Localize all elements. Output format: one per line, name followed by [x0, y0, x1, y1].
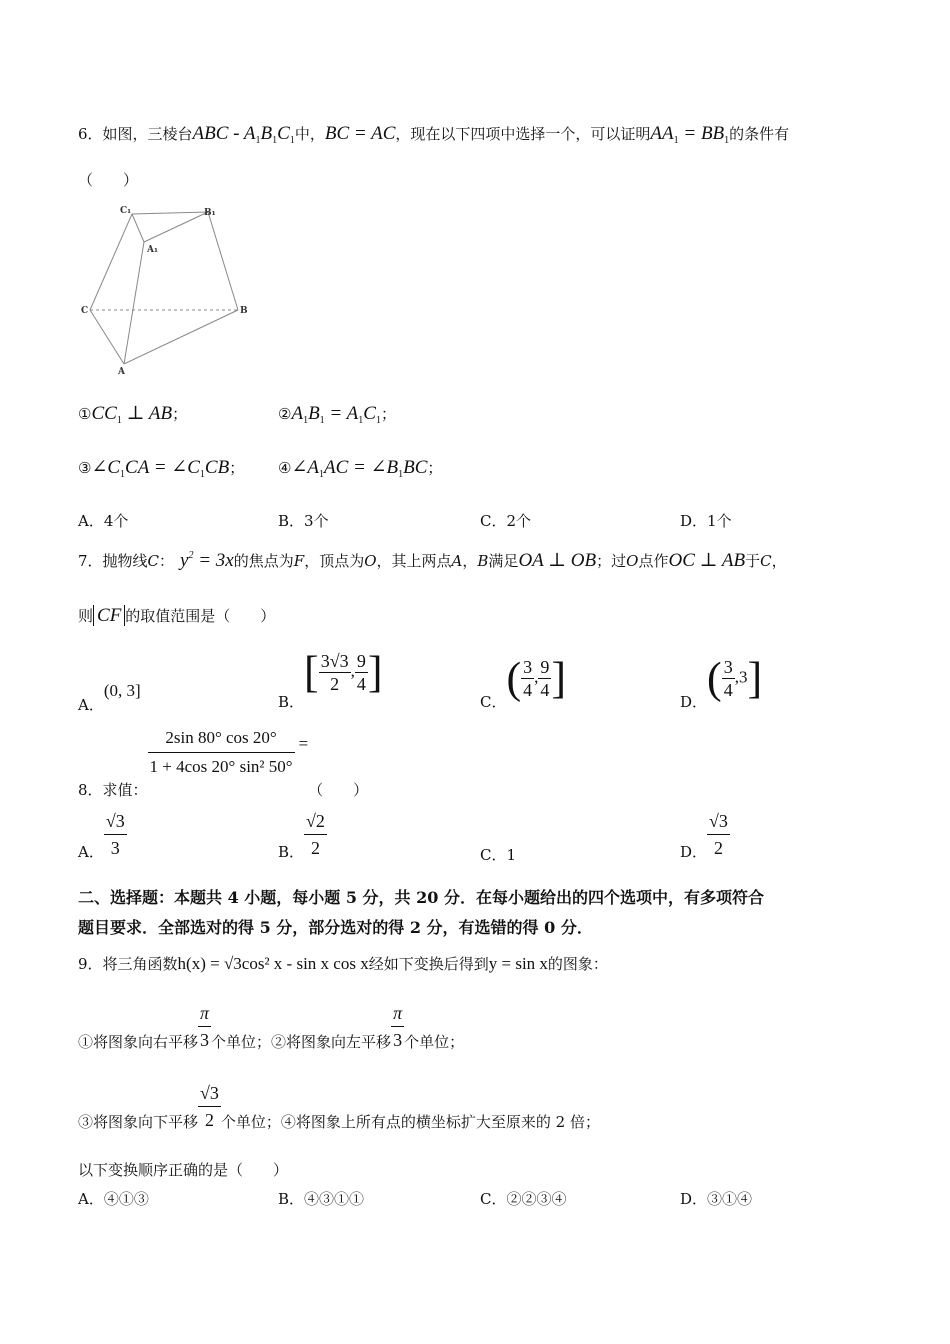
q7-optb-num2: 9 — [356, 651, 366, 671]
q7-c2: C — [760, 552, 772, 570]
q7-stem — [78, 546, 787, 571]
cond3-s2: 1 — [199, 469, 205, 480]
section2-line1: 二、选择题：本题共 4 小题，每小题 5 分，共 20 分．在每小题给出的四个选项中，有多项符合 — [78, 888, 764, 907]
q7-optd-tail: ,3 — [734, 667, 748, 687]
q7-optc-num2: 9 — [540, 657, 550, 677]
q7-eq-rest: = 3x — [193, 550, 234, 571]
cond3-a: ∠C — [91, 457, 121, 478]
label-b1: B₁ — [204, 208, 216, 218]
q6-sub1b: 1 — [272, 135, 278, 146]
q6-expr2: BC = AC — [324, 123, 396, 144]
q9-pi-frac-1 — [198, 1000, 211, 1053]
q7-optc-label: C． — [480, 692, 507, 711]
q6-paren: （ ） — [78, 171, 139, 189]
q8-optb-label: B． — [278, 842, 305, 861]
q7-optb-frac1 — [319, 650, 351, 695]
section2-line2: 题目要求．全部选对的得 5 分，部分选对的得 2 分，有选错的得 0 分． — [78, 918, 593, 937]
q7-colon: ： — [159, 552, 175, 570]
label-a1: A₁ — [147, 245, 158, 255]
q7-optb-frac2 — [355, 650, 368, 695]
q7-line2-post: 的取值范围是（ ） — [125, 607, 276, 625]
q8-paren: （ ） — [308, 780, 369, 799]
q7-b: B — [477, 552, 489, 570]
q6-prefix: 6．如图，三棱台 — [78, 125, 193, 143]
q7-option-d[interactable] — [680, 653, 763, 711]
cond4-s2: 1 — [398, 469, 404, 480]
q8-denominator: 1 + 4cos 20° sin² 50° — [149, 757, 293, 776]
q9-step2-post: 个单位； — [404, 1032, 465, 1051]
q7-optc-den2: 4 — [540, 680, 550, 700]
q6-cond3 — [78, 458, 244, 485]
cond2-expr — [291, 403, 381, 424]
q9-pi-num-1: π — [198, 1000, 211, 1027]
q9-pi-den-2: 3 — [393, 1030, 403, 1050]
cond4-label: ④ — [278, 459, 292, 477]
q7-t3: ，其上两点 — [376, 552, 452, 570]
q8-optd-num: √3 — [707, 808, 730, 835]
q9-t1: 经如下变换后得到 — [368, 955, 489, 973]
q6-expr3-wrap — [650, 123, 729, 144]
cond3-c: CB — [204, 457, 230, 478]
q6-stem — [78, 124, 789, 151]
q7-t4: 满足 — [488, 552, 519, 570]
q6-option-c[interactable]: C．2个 — [480, 512, 532, 530]
q8-optb-frac — [304, 808, 327, 861]
q6-suffix: 的条件有 — [729, 125, 790, 143]
q7-perp2: OC ⊥ AB — [668, 550, 746, 571]
q7-eq — [180, 550, 234, 571]
q7-comma: ， — [462, 552, 478, 570]
label-b: B — [240, 306, 248, 316]
cond1-end: ； — [172, 405, 188, 423]
q7-t6: 点作 — [638, 552, 669, 570]
q9-step1-pre: ①将图象向右平移 — [78, 1032, 199, 1051]
q6-cond4 — [278, 458, 442, 485]
q7-opta-label: A． — [78, 696, 104, 714]
q7-optb-comma: , — [350, 661, 355, 681]
q6-cond1 — [78, 404, 187, 431]
q6-expr1b: B — [260, 123, 273, 144]
cond1-label: ① — [78, 405, 92, 423]
q7-o2: O — [626, 552, 639, 570]
q8-numerator: 2sin 80° cos 20° — [148, 724, 295, 753]
cond2-s2: 1 — [319, 415, 325, 426]
q7-optc-frac1 — [521, 656, 534, 701]
q9-option-b[interactable]: B．④③①① — [278, 1190, 365, 1208]
cond2-end: ； — [380, 405, 396, 423]
q7-cf-abs — [93, 605, 125, 626]
cond4-end: ； — [427, 459, 443, 477]
cond4-c: BC — [403, 457, 428, 478]
cond2-d: C — [363, 403, 376, 424]
edge-c1-a1 — [132, 214, 144, 242]
q8-optb-num: √2 — [304, 808, 327, 835]
q8-optd-frac — [707, 808, 730, 861]
q8-option-c[interactable]: C．1 — [480, 846, 517, 864]
q7-optb-lbracket: [ — [304, 647, 319, 697]
q9-step1-post: 个单位；②将图象向左平移 — [211, 1032, 392, 1051]
edge-a-b — [124, 310, 238, 364]
cond3-s1: 1 — [120, 469, 126, 480]
q9-steps-1-2 — [78, 1000, 464, 1053]
q9-sqrt-num: √3 — [198, 1080, 221, 1107]
q7-optc-den1: 4 — [523, 680, 533, 700]
q8-equals: = — [298, 733, 309, 753]
edge-b-b1 — [208, 212, 238, 310]
q8-stem — [78, 724, 369, 799]
cond2-s3: 1 — [358, 415, 364, 426]
q8-option-b[interactable] — [278, 808, 327, 861]
cond3-end: ； — [229, 459, 245, 477]
cond2-s4: 1 — [375, 415, 381, 426]
cond4-expr — [291, 457, 427, 478]
q7-t1: 的焦点为 — [233, 552, 294, 570]
q9-step3-post: 个单位；④将图象上所有点的横坐标扩大至原来的 2 倍； — [220, 1112, 600, 1131]
cond3-expr — [91, 457, 229, 478]
q7-optc-num1: 3 — [523, 657, 533, 677]
q7-t2: ，顶点为 — [304, 552, 365, 570]
cond1-b: ⊥ AB — [121, 403, 173, 424]
q6-expr1c: C — [277, 123, 290, 144]
q9-question: 以下变换顺序正确的是（ ） — [78, 1161, 289, 1179]
q7-option-b[interactable] — [278, 647, 383, 711]
q9-sqrt-den: 2 — [204, 1110, 214, 1130]
q7-optc-rbracket: ] — [551, 653, 567, 703]
q6-sub3b: 1 — [724, 135, 730, 146]
q6-mid2: ，现在以下四项中选择一个，可以证明 — [395, 125, 651, 143]
q7-optb-den1: 2 — [330, 674, 340, 694]
q7-optd-lparen: ( — [707, 653, 722, 703]
q7-optd-rbracket: ] — [747, 653, 763, 703]
q7-optd-num1: 3 — [723, 657, 733, 677]
cond4-b: AC = ∠B — [323, 457, 399, 478]
q7-optd-label: D． — [680, 692, 708, 711]
q7-perp1: OA ⊥ OB — [518, 550, 597, 571]
q7-optc-frac2 — [538, 656, 551, 701]
q9-option-a[interactable]: A．④①③ — [78, 1190, 149, 1208]
q6-expr3b: = BB — [678, 123, 725, 144]
cond2-s1: 1 — [303, 415, 309, 426]
cond3-b: CA = ∠C — [125, 457, 200, 478]
q7-t8: ， — [771, 552, 787, 570]
q6-option-b[interactable]: B．3个 — [278, 512, 329, 530]
cond2-label: ② — [278, 405, 292, 423]
q6-option-a[interactable]: A．4个 — [78, 512, 129, 530]
cond2-b: B — [308, 403, 320, 424]
q7-optb-rbracket: ] — [367, 647, 383, 697]
cond4-a: ∠A — [291, 457, 319, 478]
q9-func: h(x) = √3cos² x - sin x cos x — [177, 954, 369, 973]
q9-prefix: 9．将三角函数 — [78, 955, 178, 973]
edge-a1-b1 — [144, 212, 208, 242]
q9-pi-frac-2 — [391, 1000, 404, 1053]
q7-c: C — [147, 552, 160, 570]
cond2-a: A — [291, 403, 304, 424]
q8-opta-num: √3 — [104, 808, 127, 835]
q6-frustum-expr — [193, 123, 295, 144]
q7-opta-value: (0, 3] — [103, 681, 141, 700]
q6-option-d[interactable]: D．1个 — [680, 512, 732, 530]
q7-t5: ；过 — [596, 552, 627, 570]
q8-optd-label: D． — [680, 842, 708, 861]
q9-option-d[interactable]: D．③①④ — [680, 1190, 753, 1208]
label-c1: C₁ — [120, 206, 132, 216]
cond3-label: ③ — [78, 459, 92, 477]
q9-option-c[interactable]: C．②②③④ — [480, 1190, 567, 1208]
q8-fraction — [148, 724, 295, 781]
q7-eq-y: y — [180, 550, 189, 571]
label-c: C — [81, 306, 89, 316]
cond2-c: = A — [324, 403, 359, 424]
cond1-sub: 1 — [116, 415, 122, 426]
q6-frustum-figure — [80, 200, 260, 380]
q7-option-c[interactable] — [480, 653, 567, 711]
q6-cond2 — [278, 404, 396, 431]
cond4-s1: 1 — [318, 469, 324, 480]
cond1-expr — [91, 403, 172, 424]
q7-line2 — [78, 606, 275, 626]
q7-cf: CF — [97, 605, 122, 626]
q7-optd-frac1 — [722, 656, 735, 701]
q7-optc-lparen: ( — [506, 653, 522, 703]
cond1-a: CC — [91, 403, 117, 424]
q7-line2-pre: 则 — [78, 607, 94, 625]
q9-stem — [78, 954, 608, 974]
q7-t7: 于 — [745, 552, 761, 570]
q6-expr1: ABC - A — [192, 123, 256, 144]
q8-option-a[interactable] — [78, 808, 127, 861]
q9-target: y = sin x — [488, 954, 548, 973]
q8-optd-den: 2 — [713, 838, 723, 858]
q8-option-d[interactable] — [680, 808, 730, 861]
q7-optd-den1: 4 — [723, 680, 733, 700]
q8-prefix: 8．求值： — [78, 780, 148, 799]
q9-pi-num-2: π — [391, 1000, 404, 1027]
q6-mid1: 中， — [294, 125, 325, 143]
q9-steps-3-4 — [78, 1080, 600, 1133]
q7-a: A — [451, 552, 463, 570]
label-a: A — [118, 367, 125, 377]
q6-sub1a: 1 — [255, 135, 261, 146]
q7-optc-comma: , — [534, 667, 539, 687]
edge-c-a — [90, 310, 124, 364]
edge-c-c1 — [90, 214, 132, 310]
q8-optb-den: 2 — [310, 838, 320, 858]
q8-opta-den: 3 — [110, 838, 120, 858]
q7-f: F — [293, 552, 305, 570]
q6-expr3: AA — [650, 123, 674, 144]
q8-opta-frac — [104, 808, 127, 861]
q9-pi-den-1: 3 — [200, 1030, 210, 1050]
q7-optb-num1: 3√3 — [320, 651, 349, 671]
q6-sub1c: 1 — [289, 135, 295, 146]
q6-sub3: 1 — [673, 135, 679, 146]
q7-prefix: 7．抛物线 — [78, 552, 148, 570]
q7-option-a[interactable] — [78, 680, 141, 714]
q9-step3-pre: ③将图象向下平移 — [78, 1112, 199, 1131]
edge-a-a1 — [124, 242, 144, 364]
q7-optb-label: B． — [278, 692, 305, 711]
q7-o: O — [364, 552, 377, 570]
q8-opta-label: A． — [78, 842, 104, 861]
q7-eq-sup: 2 — [188, 550, 194, 561]
edge-c1-b1 — [132, 212, 208, 214]
q9-t2: 的图象： — [547, 955, 608, 973]
q7-optb-den2: 4 — [356, 674, 366, 694]
q9-sqrt-frac — [198, 1080, 221, 1133]
